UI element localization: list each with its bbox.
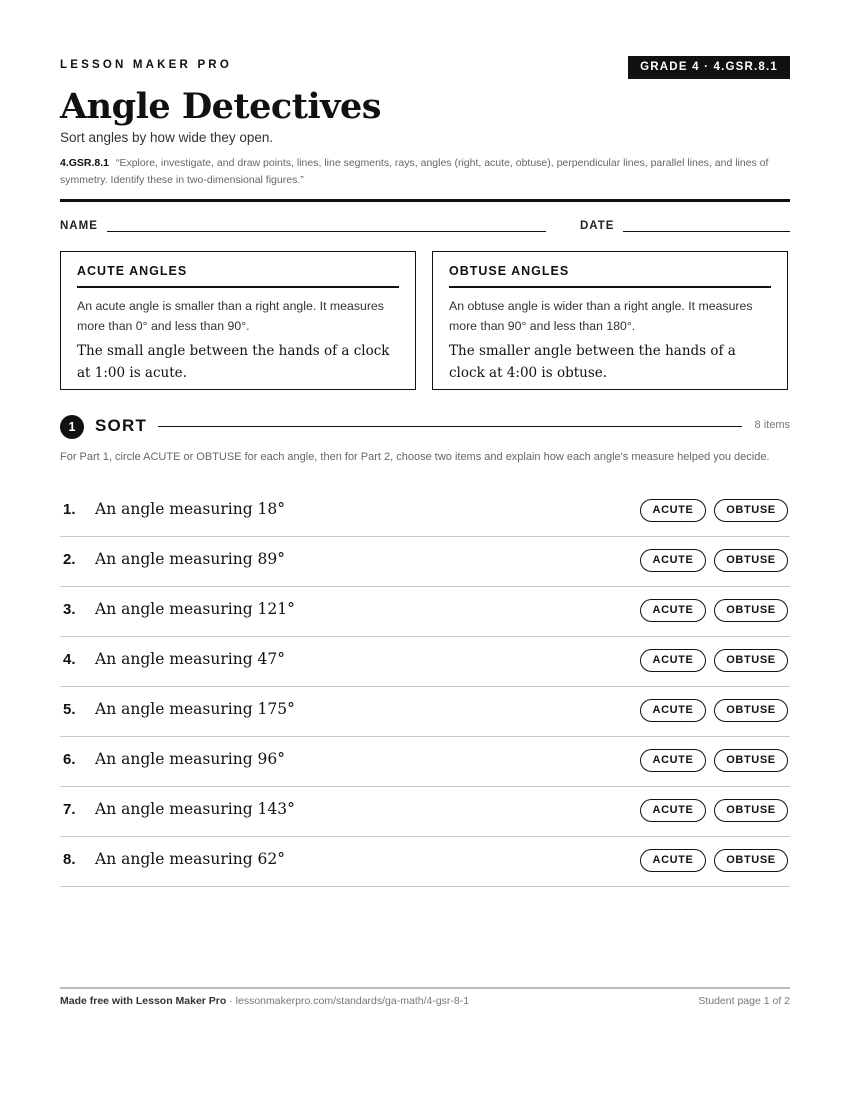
item-prompt: An angle measuring 96° xyxy=(95,750,286,768)
acute-choice-button[interactable]: ACUTE xyxy=(640,799,706,822)
item-prompt: An angle measuring 175° xyxy=(95,700,295,718)
item-number: 4. xyxy=(63,651,76,668)
acute-choice-button[interactable]: ACUTE xyxy=(640,699,706,722)
standard-code: 4.GSR.8.1 xyxy=(60,157,110,169)
obtuse-choice-button[interactable]: OBTUSE xyxy=(714,599,788,622)
card-title: OBTUSE ANGLES xyxy=(449,264,771,288)
obtuse-choice-button[interactable]: OBTUSE xyxy=(714,549,788,572)
item-number: 5. xyxy=(63,701,76,718)
name-date-row xyxy=(60,219,790,235)
brand-name: LESSON MAKER PRO xyxy=(60,59,232,71)
acute-choice-button[interactable]: ACUTE xyxy=(640,849,706,872)
obtuse-choice-button[interactable]: OBTUSE xyxy=(714,699,788,722)
card-definition: An obtuse angle is wider than a right angle. It measures more than 90° and less than 180°. xyxy=(449,299,753,333)
header-divider xyxy=(60,199,790,202)
list-item xyxy=(60,637,790,687)
footer-divider xyxy=(60,987,790,989)
page-subtitle: Sort angles by how wide they open. xyxy=(60,130,274,145)
item-count: 8 items xyxy=(754,419,790,431)
name-label: NAME xyxy=(60,220,98,232)
footer xyxy=(60,995,790,1007)
item-number: 7. xyxy=(63,801,76,818)
card-example: The small angle between the hands of a clock at 1:00 is acute. xyxy=(77,343,390,381)
card-example: The smaller angle between the hands of a clock at 4:00 is obtuse. xyxy=(449,343,736,381)
name-field[interactable] xyxy=(107,231,546,232)
footer-url[interactable]: lessonmakerpro.com/standards/ga-math/4-gsr-8-1 xyxy=(235,995,470,1007)
item-prompt: An angle measuring 143° xyxy=(95,800,295,818)
header-bar xyxy=(60,56,790,80)
item-number: 3. xyxy=(63,601,76,618)
list-item xyxy=(60,787,790,837)
obtuse-choice-button[interactable]: OBTUSE xyxy=(714,499,788,522)
obtuse-choice-button[interactable]: OBTUSE xyxy=(714,799,788,822)
date-label: DATE xyxy=(580,220,615,232)
section-number-badge: 1 xyxy=(60,415,84,439)
acute-choice-button[interactable]: ACUTE xyxy=(640,749,706,772)
card-definition: An acute angle is smaller than a right angle. It measures more than 0° and less than 90°. xyxy=(77,299,384,333)
section-divider xyxy=(158,426,742,427)
date-field[interactable] xyxy=(623,231,790,232)
card-title: ACUTE ANGLES xyxy=(77,264,399,288)
section-header xyxy=(60,414,790,440)
list-item xyxy=(60,487,790,537)
item-number: 1. xyxy=(63,501,76,518)
acute-angles-card xyxy=(60,251,416,390)
item-prompt: An angle measuring 18° xyxy=(95,500,286,518)
item-number: 2. xyxy=(63,551,76,568)
acute-choice-button[interactable]: ACUTE xyxy=(640,499,706,522)
footer-credit: Made free with Lesson Maker Pro xyxy=(60,995,227,1007)
grade-badge: GRADE 4 · 4.GSR.8.1 xyxy=(628,56,790,79)
standard-text: “Explore, investigate, and draw points, lines, line segments, rays, angles (right, acute, obtuse), perpendicular lines, parallel lines, and lines of symmetry. Identify these in two-dimensional figures.” xyxy=(60,157,769,186)
item-prompt: An angle measuring 47° xyxy=(95,650,286,668)
list-item xyxy=(60,837,790,887)
list-item xyxy=(60,587,790,637)
section-title: SORT xyxy=(95,416,148,435)
item-prompt: An angle measuring 62° xyxy=(95,850,286,868)
obtuse-choice-button[interactable]: OBTUSE xyxy=(714,849,788,872)
obtuse-choice-button[interactable]: OBTUSE xyxy=(714,749,788,772)
obtuse-choice-button[interactable]: OBTUSE xyxy=(714,649,788,672)
item-list xyxy=(60,487,790,887)
acute-choice-button[interactable]: ACUTE xyxy=(640,649,706,672)
item-number: 6. xyxy=(63,751,76,768)
item-number: 8. xyxy=(63,851,76,868)
footer-separator: · xyxy=(226,995,236,1007)
standard-description xyxy=(60,155,790,189)
page-indicator: Student page 1 of 2 xyxy=(698,995,790,1007)
list-item xyxy=(60,737,790,787)
section-instructions: For Part 1, circle ACUTE or OBTUSE for each angle, then for Part 2, choose two items and explain how each angle's measure helped you decide. xyxy=(60,451,770,463)
acute-choice-button[interactable]: ACUTE xyxy=(640,549,706,572)
item-prompt: An angle measuring 121° xyxy=(95,600,295,618)
item-prompt: An angle measuring 89° xyxy=(95,550,286,568)
acute-choice-button[interactable]: ACUTE xyxy=(640,599,706,622)
list-item xyxy=(60,687,790,737)
page-title: Angle Detectives xyxy=(60,86,381,127)
list-item xyxy=(60,537,790,587)
obtuse-angles-card xyxy=(432,251,788,390)
